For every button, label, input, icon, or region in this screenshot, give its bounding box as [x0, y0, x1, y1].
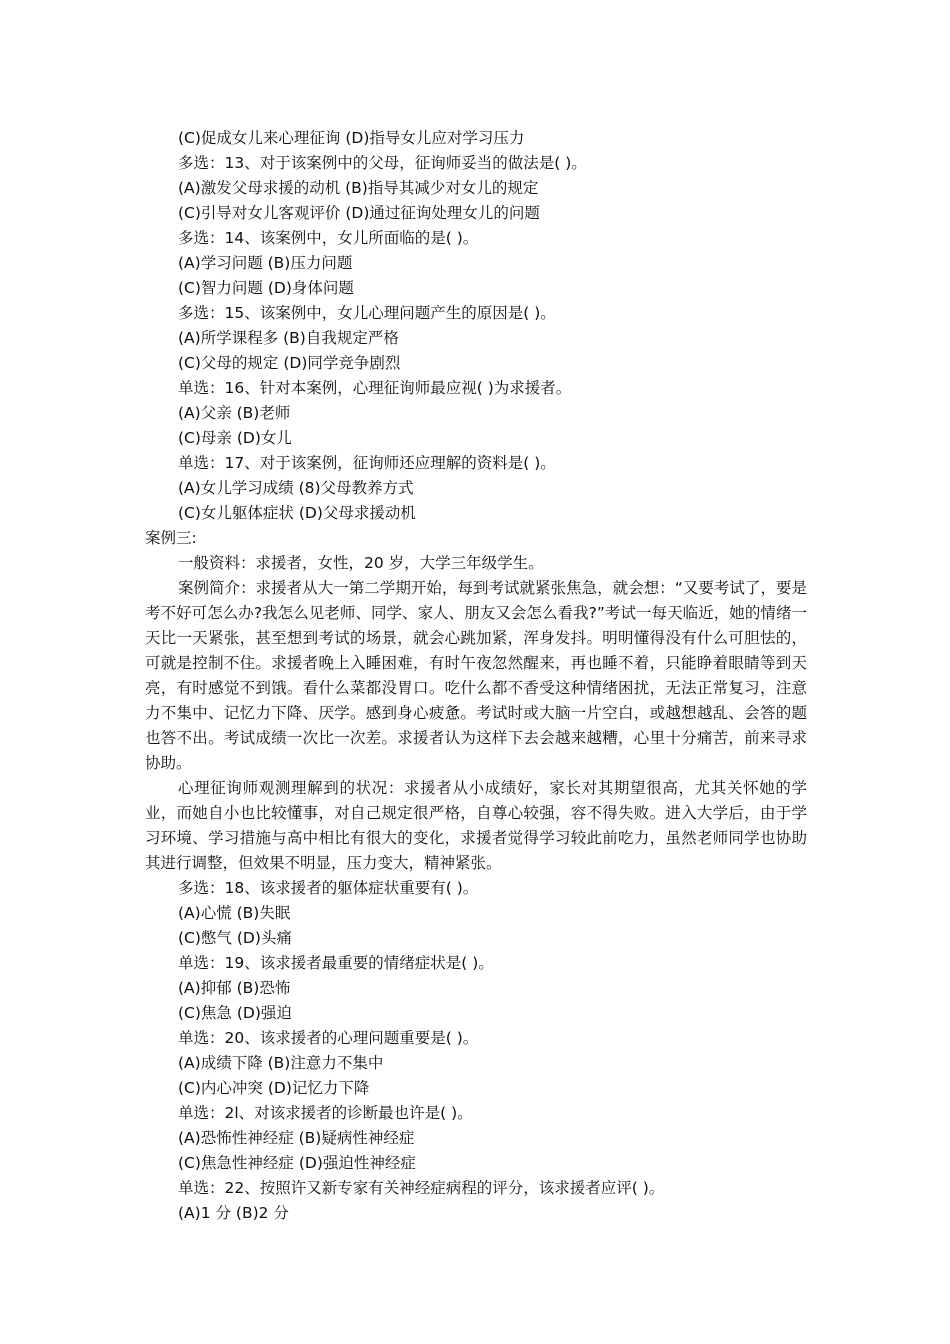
option-line: (A)恐怖性神经症 (B)疑病性神经症 — [178, 1129, 415, 1147]
option-line: (C)内心冲突 (D)记忆力下降 — [178, 1079, 370, 1097]
question-line: 单选：20、该求援者的心理问题重要是( )。 — [178, 1029, 479, 1047]
question-line: 单选：19、该求援者最重要的情绪症状是( )。 — [178, 954, 494, 972]
case-title: 案例三: — [145, 529, 197, 547]
question-line: 单选：22、按照许又新专家有关神经症病程的评分，该求援者应评( )。 — [178, 1179, 665, 1197]
question-line: 多选：13、对于该案例中的父母，征询师妥当的做法是( )。 — [178, 154, 587, 172]
question-line: 多选：15、该案例中，女儿心理问题产生的原因是( )。 — [178, 304, 556, 322]
option-line: (C)母亲 (D)女儿 — [178, 429, 292, 447]
general-info: 一般资料：求援者，女性，20 岁，大学三年级学生。 — [178, 554, 544, 572]
option-line: (C)促成女儿来心理征询 (D)指导女儿应对学习压力 — [178, 129, 525, 147]
observation-paragraph: 心理征询师观测理解到的状况：求援者从小成绩好，家长对其期望很高，尤其关怀她的学业，而她自小也比较懂事，对自己规定很严格，自尊心较强，容不得失败。进入大学后，由于学习环境、学习措施与高中相比有很大的变化，求援者觉得学习较此前吃力，虽然老师同学也协助其进行调整，但效果不明显，压力变大，精神紧张。 — [145, 779, 807, 872]
option-line: (A)抑郁 (B)恐怖 — [178, 979, 291, 997]
option-line: (C)憋气 (D)头痛 — [178, 929, 292, 947]
question-line: 单选：16、针对本案例，心理征询师最应视( )为求援者。 — [178, 379, 572, 397]
option-line: (C)父母的规定 (D)同学竞争剧烈 — [178, 354, 401, 372]
option-line: (A)所学课程多 (B)自我规定严格 — [178, 329, 399, 347]
option-line: (C)焦急 (D)强迫 — [178, 1004, 292, 1022]
option-line: (A)女儿学习成绩 (8)父母教养方式 — [178, 479, 414, 497]
case-intro-paragraph: 案例简介：求援者从大一第二学期开始，每到考试就紧张焦急，就会想：“又要考试了，要是考不好可怎么办?我怎么见老师、同学、家人、朋友又会怎么看我?”考试一每天临近，她的情绪一天比一天紧张，甚至想到考试的场景，就会心跳加紧，浑身发抖。明明懂得没有什么可胆怯的，可就是控制不住。求援者晚上入睡困难，有时午夜忽然醒来，再也睡不着，只能睁着眼睛等到天亮，有时感觉不到饿。看什么菜都没胃口。吃什么都不香受这种情绪困扰，无法正常复习，注意力不集中、记忆力下降、厌学。感到身心疲惫。考试时或大脑一片空白，或越想越乱、会答的题也答不出。考试成绩一次比一次差。求援者认为这样下去会越来越糟，心里十分痛苦，前来寻求协助。 — [145, 579, 807, 772]
option-line: (C)引导对女儿客观评价 (D)通过征询处理女儿的问题 — [178, 204, 540, 222]
option-line: (A)学习问题 (B)压力问题 — [178, 254, 353, 272]
option-line: (A)成绩下降 (B)注意力不集中 — [178, 1054, 384, 1072]
option-line: (C)智力问题 (D)身体问题 — [178, 279, 354, 297]
option-line: (A)心慌 (B)失眠 — [178, 904, 291, 922]
option-line: (A)父亲 (B)老师 — [178, 404, 291, 422]
option-line: (C)女儿躯体症状 (D)父母求援动机 — [178, 504, 416, 522]
question-line: 单选：17、对于该案例，征询师还应理解的资料是( )。 — [178, 454, 556, 472]
question-line: 单选：2l、对该求援者的诊断最也许是( )。 — [178, 1104, 473, 1122]
question-line: 多选：18、该求援者的躯体症状重要有( )。 — [178, 879, 479, 897]
option-line: (A)1 分 (B)2 分 — [178, 1204, 289, 1222]
option-line: (A)激发父母求援的动机 (B)指导其减少对女儿的规定 — [178, 179, 539, 197]
option-line: (C)焦急性神经症 (D)强迫性神经症 — [178, 1154, 416, 1172]
question-line: 多选：14、该案例中，女儿所面临的是( )。 — [178, 229, 479, 247]
